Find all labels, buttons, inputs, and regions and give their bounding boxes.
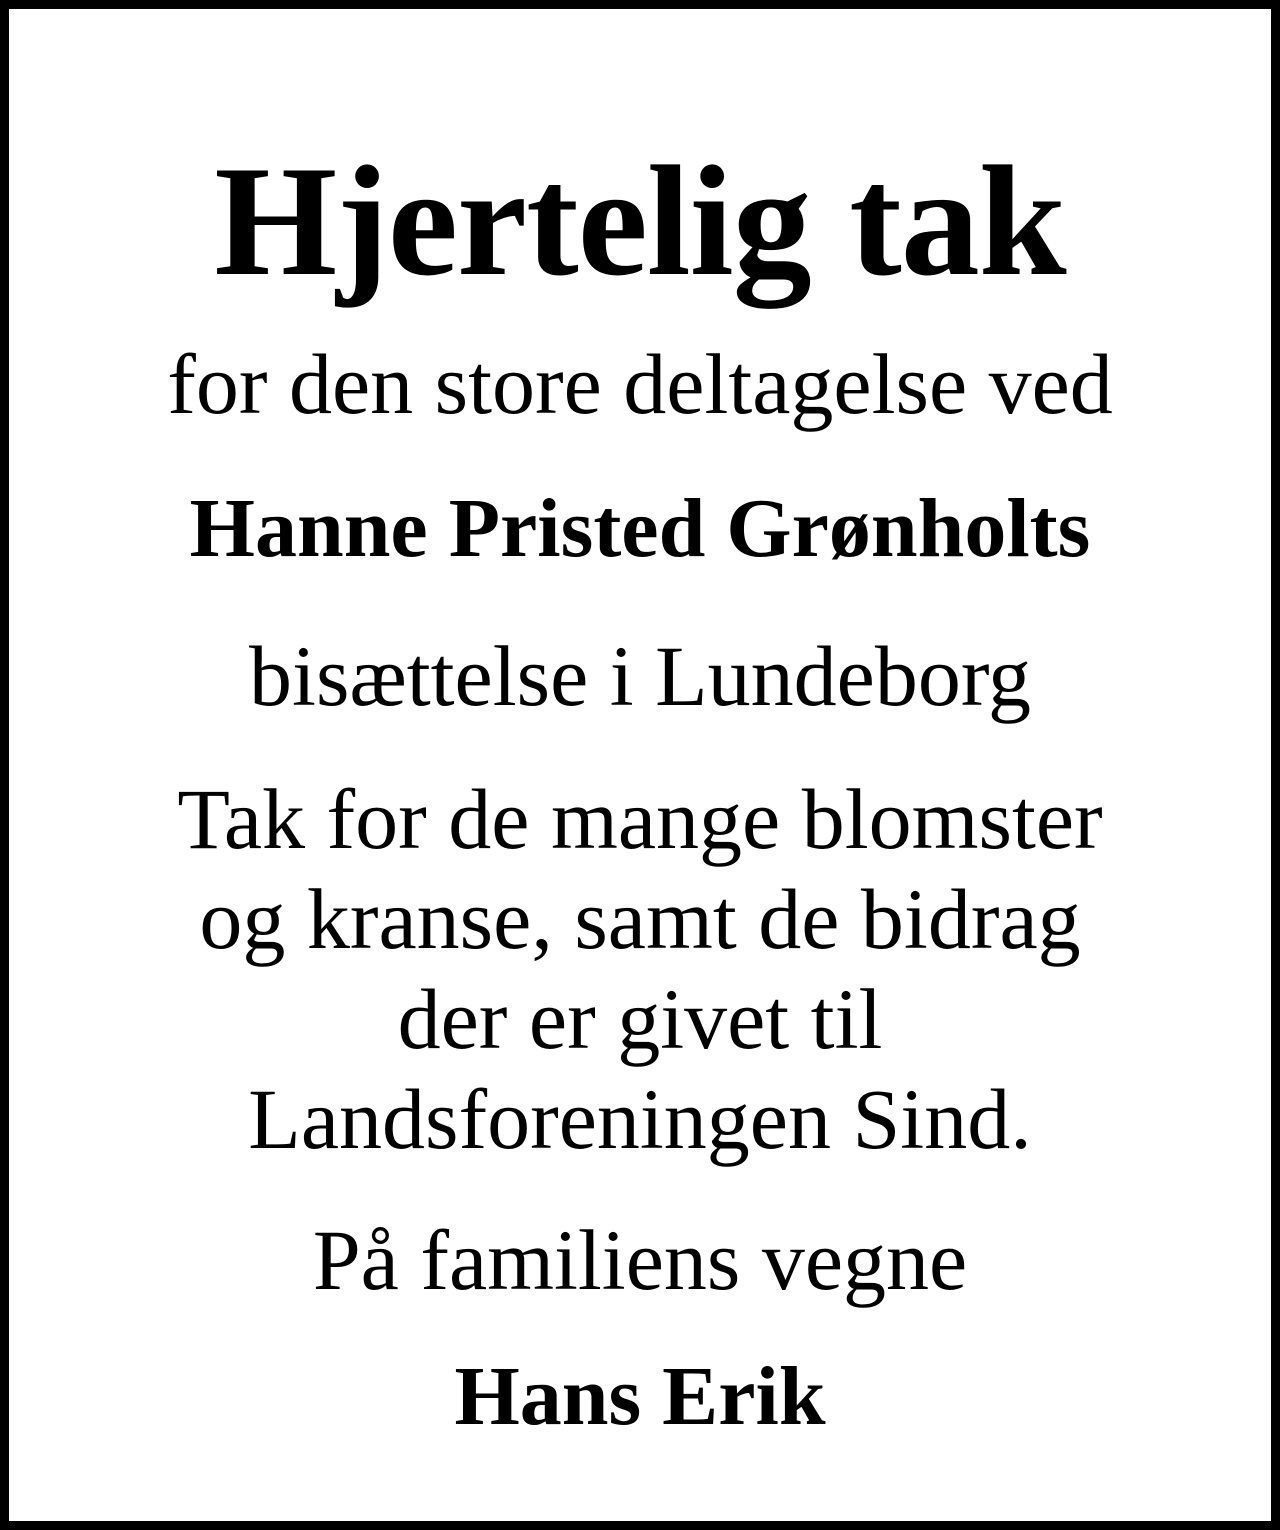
intro-line: for den store deltagelse ved: [167, 336, 1113, 432]
signature: Hans Erik: [454, 1350, 826, 1443]
thanks-paragraph: [9, 769, 1271, 1169]
ceremony-line: bisættelse i Lundeborg: [249, 628, 1031, 724]
thanks-line: der er givet til: [397, 971, 883, 1067]
deceased-name: Hanne Pristed Grønholts: [189, 482, 1091, 575]
thanks-line: Landsforeningen Sind.: [248, 1071, 1032, 1167]
thanks-line: Tak for de mange blomster: [177, 771, 1103, 867]
thanks-line: og kranse, samt de bidrag: [199, 871, 1081, 967]
notice-title: Hjertelig tak: [214, 134, 1066, 309]
closing-line: På familiens vegne: [312, 1212, 968, 1308]
